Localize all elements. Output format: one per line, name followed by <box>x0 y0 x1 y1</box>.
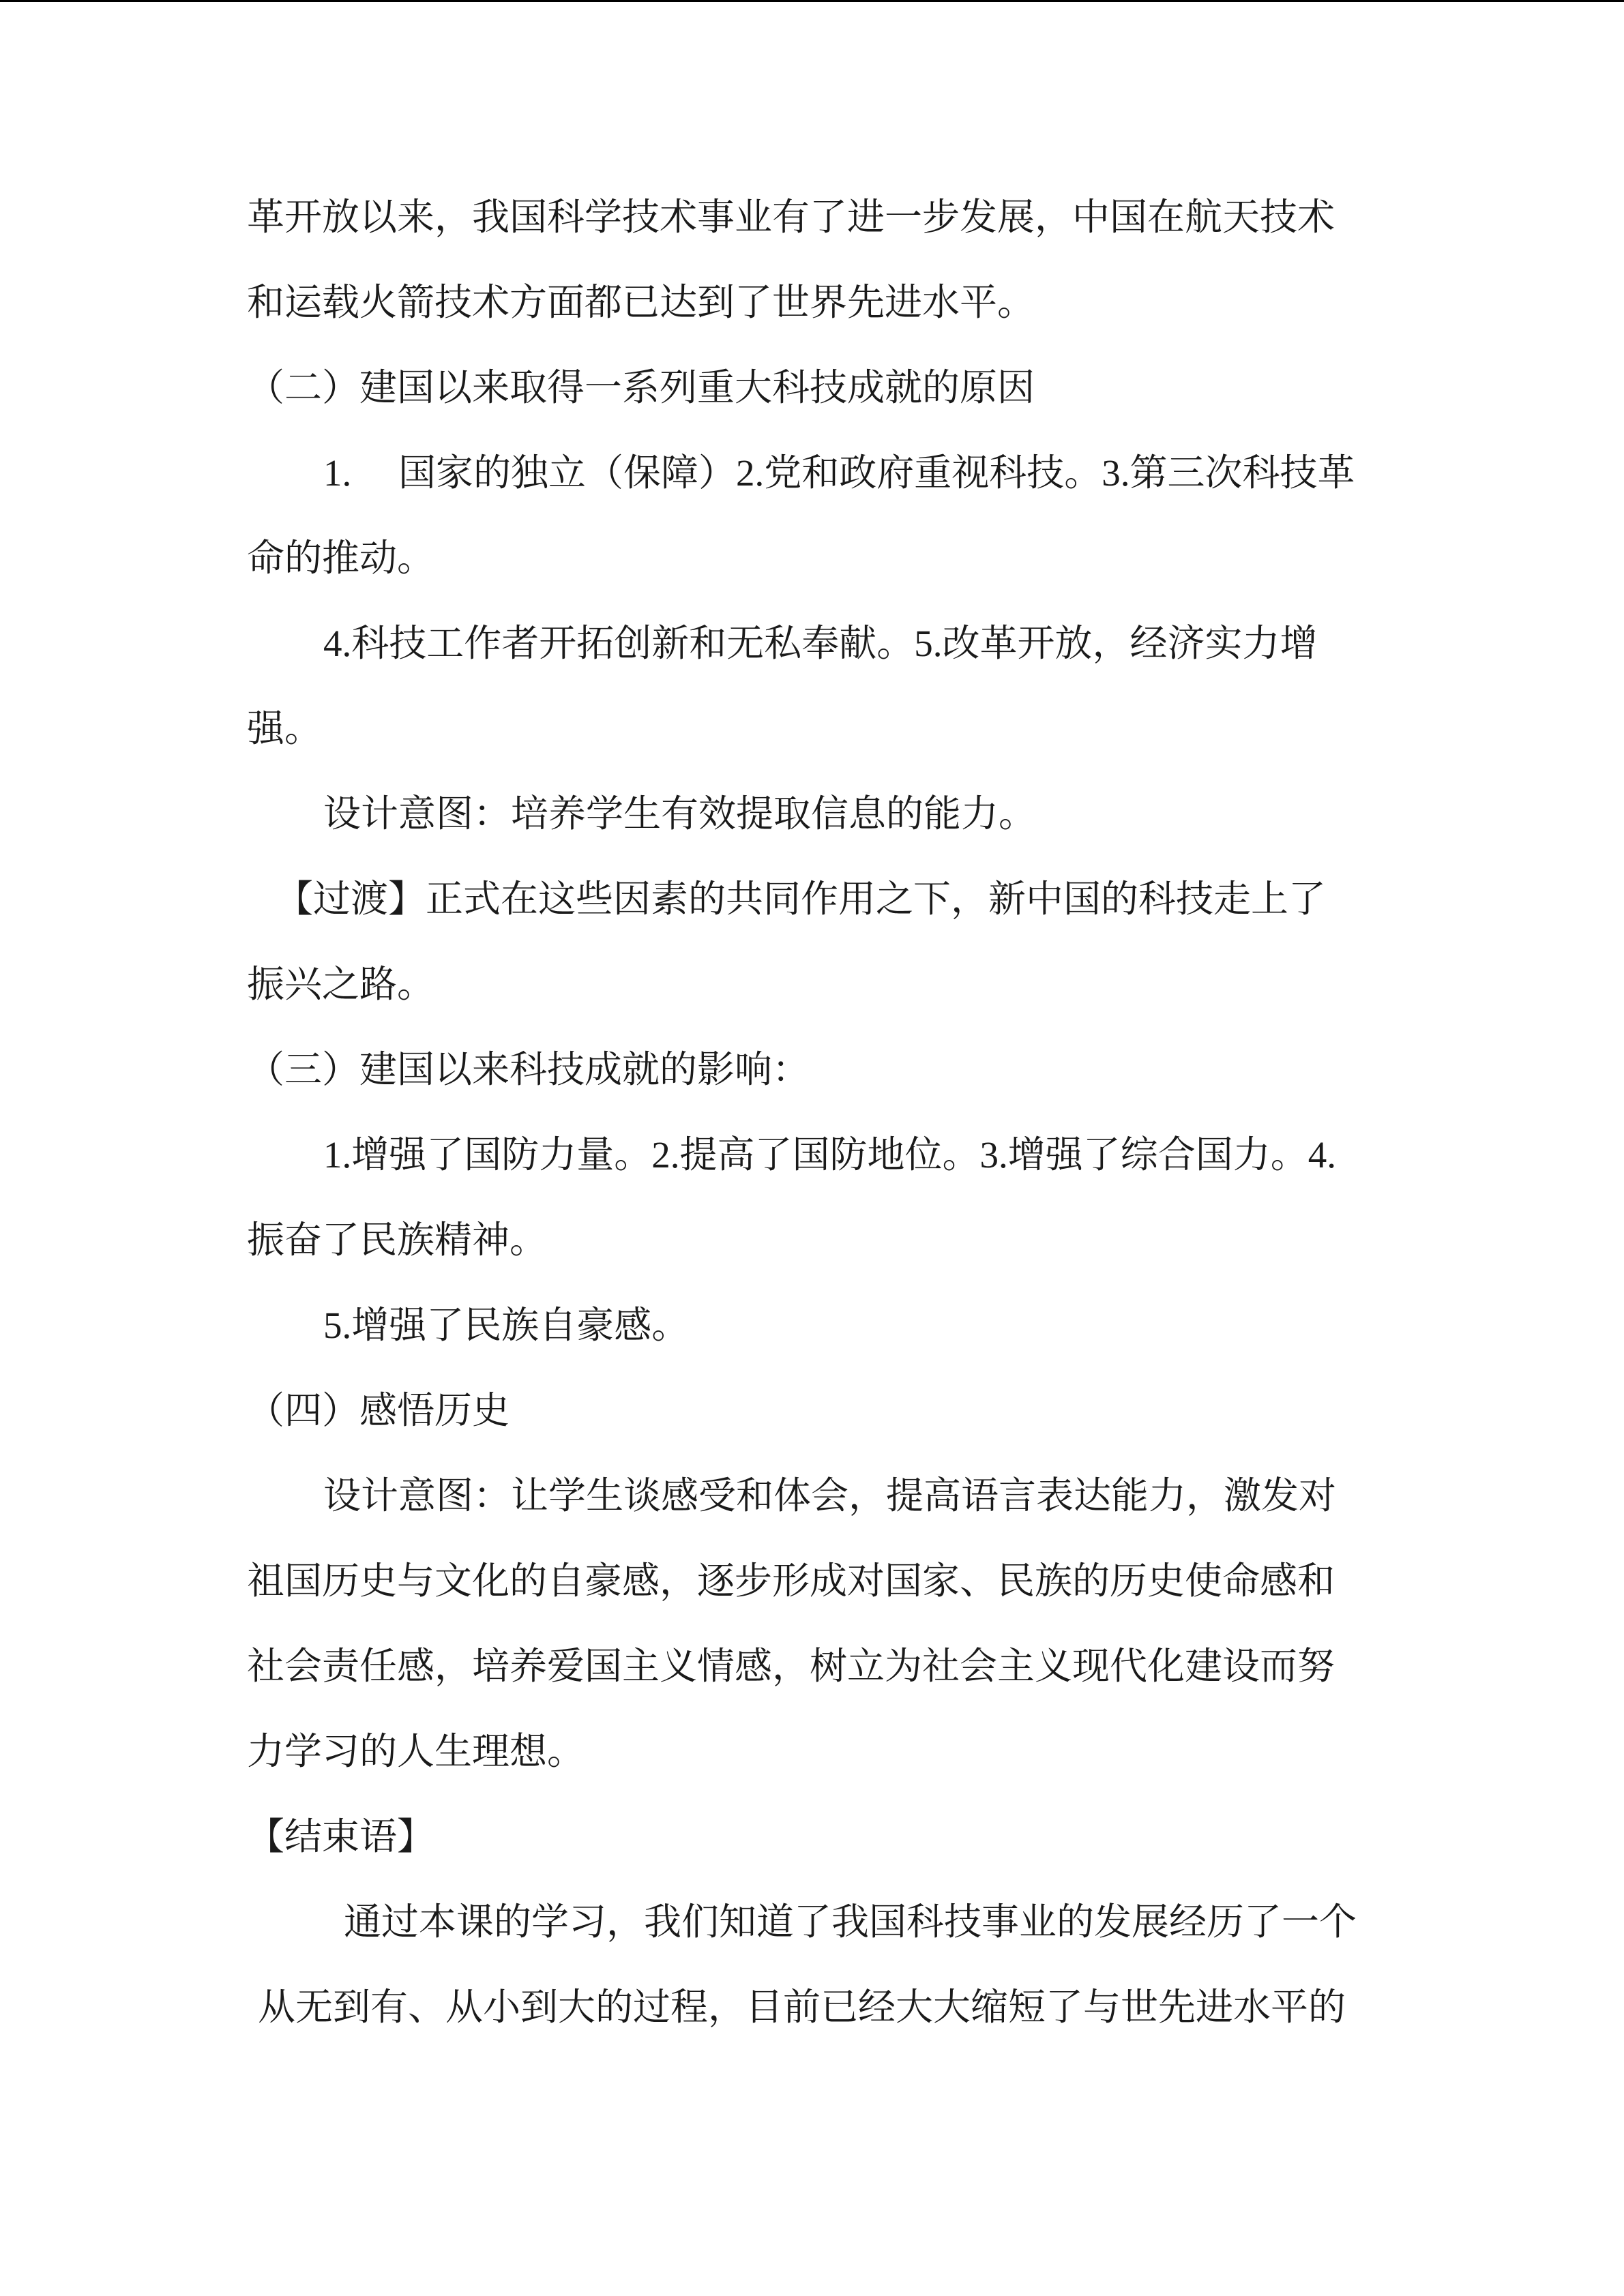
paragraph-line: 和运载火箭技术方面都已达到了世界先进水平。 <box>247 282 1035 323</box>
paragraph-line: 祖国历史与文化的自豪感，逐步形成对国家、民族的历史使命感和 <box>247 1560 1335 1602</box>
closing-paragraph: 通过本课的学习，我们知道了我国科技事业的发展经历了一个 <box>344 1901 1357 1943</box>
list-item: 1. 国家的独立（保障）2.党和政府重视科技。3.第三次科技革 <box>323 452 1355 494</box>
list-item: 1.增强了国防力量。2.提高了国防地位。3.增强了综合国力。4. <box>323 1134 1337 1176</box>
section-heading: （二）建国以来取得一系列重大科技成就的原因 <box>247 367 1035 408</box>
list-item: 5.增强了民族自豪感。 <box>323 1304 690 1346</box>
list-item: 4.科技工作者开拓创新和无私奉献。5.改革开放，经济实力增 <box>323 623 1318 664</box>
page-top-border <box>0 0 1624 2</box>
paragraph-line: 力学习的人生理想。 <box>247 1731 585 1772</box>
paragraph-line: 革开放以来，我国科学技术事业有了进一步发展，中国在航天技术 <box>247 196 1335 238</box>
paragraph-line: 强。 <box>247 708 323 749</box>
paragraph-line: 社会责任感，培养爱国主义情感，树立为社会主义现代化建设而努 <box>247 1645 1335 1687</box>
paragraph-line: 从无到有、从小到大的过程，目前已经大大缩短了与世先进水平的 <box>258 1986 1346 2028</box>
section-heading: （四）感悟历史 <box>247 1390 510 1431</box>
section-heading: （三）建国以来科技成就的影响： <box>247 1049 810 1090</box>
transition-paragraph: 【过渡】正式在这些因素的共同作用之下，新中国的科技走上了 <box>276 878 1327 920</box>
design-intent: 设计意图：培养学生有效提取信息的能力。 <box>323 793 1037 835</box>
paragraph-line: 命的推动。 <box>247 537 435 579</box>
paragraph-line: 振兴之路。 <box>247 964 435 1005</box>
design-intent: 设计意图：让学生谈感受和体会，提高语言表达能力，激发对 <box>323 1475 1337 1517</box>
section-heading: 【结束语】 <box>247 1816 435 1858</box>
paragraph-line: 振奋了民族精神。 <box>247 1219 548 1261</box>
